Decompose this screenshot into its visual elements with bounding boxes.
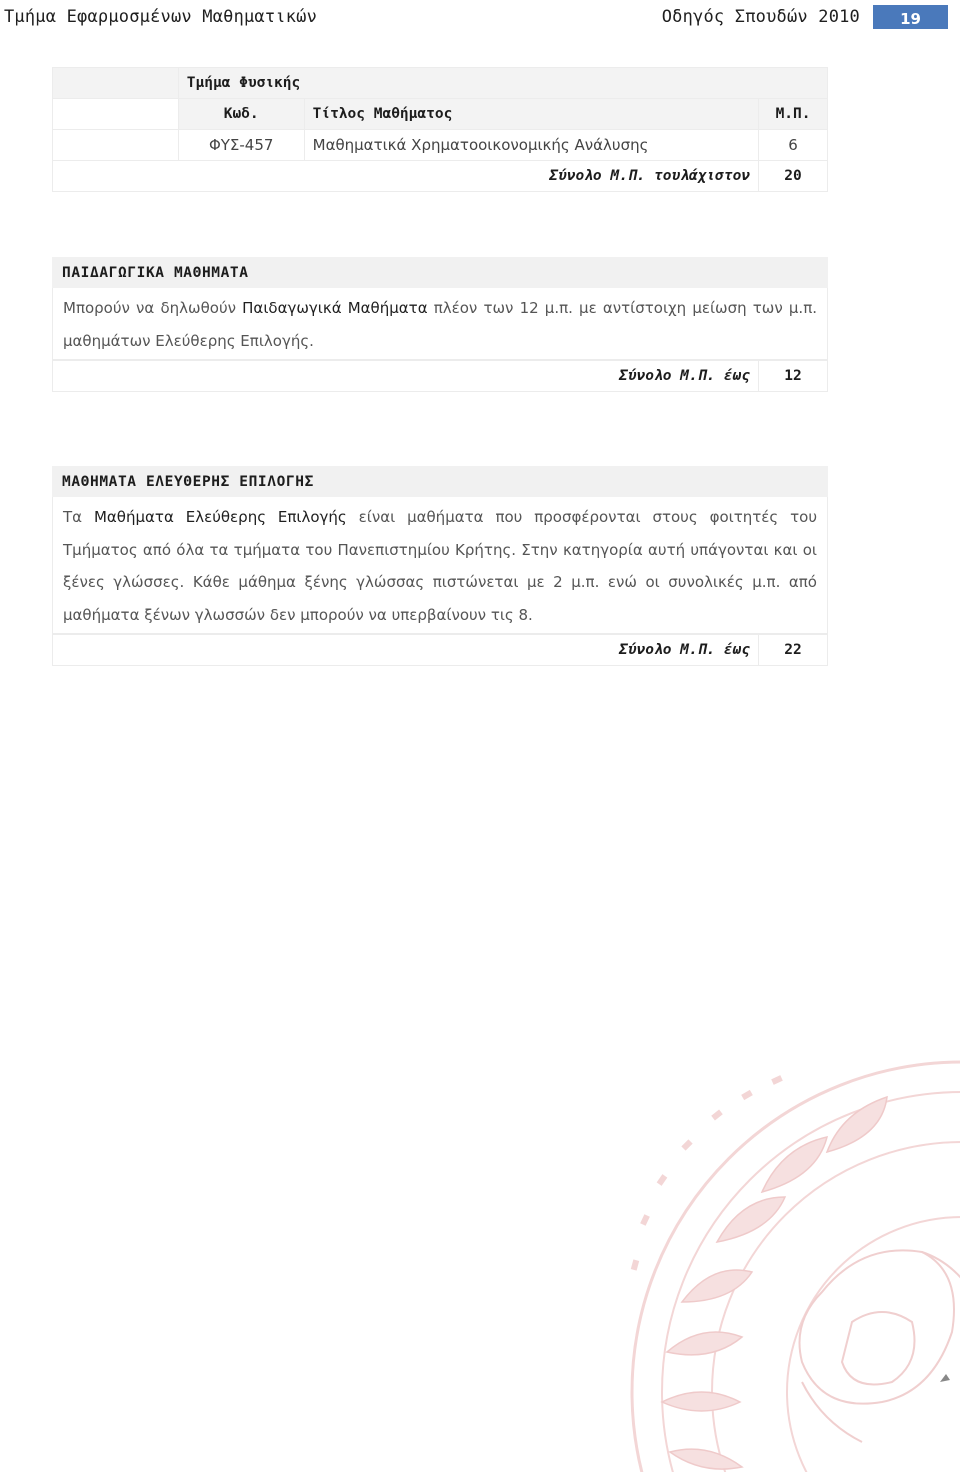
university-seal-watermark — [622, 1052, 960, 1472]
page-number-badge: 19 — [873, 5, 948, 29]
column-header-title: Τίτλος Μαθήματος — [304, 99, 758, 130]
text-pre: Μπορούν να δηλωθούν — [63, 299, 243, 317]
total-label: Σύνολο Μ.Π. έως — [53, 635, 759, 665]
section-heading: ΜΑΘΗΜΑΤΑ ΕΛΕΥΘΕΡΗΣ ΕΠΙΛΟΓΗΣ — [52, 466, 828, 497]
section-text — [52, 497, 828, 634]
total-label: Σύνολο Μ.Π. τουλάχιστον — [53, 161, 759, 192]
table-row — [53, 130, 828, 161]
highlighted-term: Παιδαγωγικά Μαθήματα — [242, 299, 428, 317]
section-total-row — [52, 634, 828, 666]
course-title: Μαθηματικά Χρηματοοικονομικής Ανάλυσης — [304, 130, 758, 161]
course-code: ΦΥΣ-457 — [178, 130, 304, 161]
table-header-row — [53, 99, 828, 130]
total-value: 12 — [784, 368, 802, 384]
department-name: Τμήμα Φυσικής — [178, 68, 827, 99]
course-credits: 6 — [759, 130, 828, 161]
table-total-row — [53, 161, 828, 192]
table-department-row — [53, 68, 828, 99]
total-value: 22 — [784, 642, 802, 658]
section-text — [52, 288, 828, 360]
physics-course-table — [52, 67, 828, 192]
section-total-row — [52, 360, 828, 392]
text-post: πλέον των 12 μ.π. με αντίστοιχη μείωση των μ.π. μαθημάτων Ελεύθερης Επιλογής. — [63, 299, 818, 350]
header-right-title: Οδηγός Σπουδών 2010 — [661, 7, 860, 27]
section-heading: ΠΑΙΔΑΓΩΓΙΚΑ ΜΑΘΗΜΑΤΑ — [52, 257, 828, 288]
header-left-title: Τμήμα Εφαρμοσμένων Μαθηματικών — [4, 7, 318, 27]
text-pre: Τα — [63, 508, 94, 526]
column-header-credits: Μ.Π. — [759, 99, 828, 130]
total-label: Σύνολο Μ.Π. έως — [53, 361, 759, 391]
highlighted-term: Μαθήματα Ελεύθερης Επιλογής — [93, 508, 347, 526]
pedagogical-section — [52, 257, 828, 392]
total-value: 20 — [759, 161, 828, 192]
text-post: είναι μαθήματα που προσφέρονται στους φοιτητές του Τμήματος από όλα τα τμήματα του Πανεπιστημίου Κρήτης. Στην κατηγορία αυτή υπάγονται και οι ξένες γλώσσες. Κάθε μάθημα ξένης γλώσσας πιστώνεται με 2 μ.π. ενώ οι συνολικές μ.π. από μαθήματα ξένων γλωσσών δεν μπορούν να υπερβαίνουν τις 8. — [63, 508, 817, 624]
column-header-code: Κωδ. — [178, 99, 304, 130]
free-electives-section — [52, 466, 828, 666]
